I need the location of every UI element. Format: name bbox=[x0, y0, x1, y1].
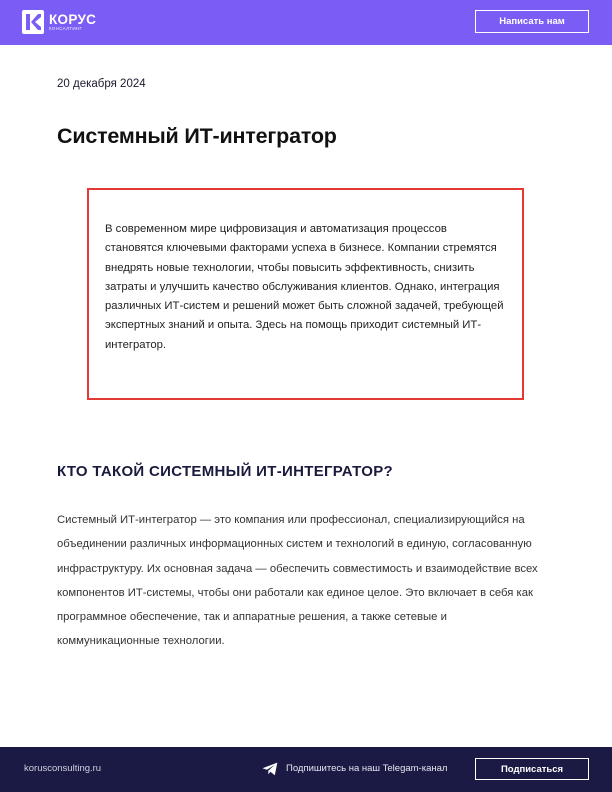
logo-text bbox=[49, 13, 96, 32]
site-header bbox=[0, 0, 612, 45]
korus-logo-icon bbox=[22, 10, 44, 34]
publish-date: 20 декабря 2024 bbox=[57, 78, 146, 90]
logo-title: КОРУС bbox=[49, 11, 97, 27]
site-footer bbox=[0, 747, 612, 792]
telegram-link[interactable]: Подпишитесь на наш Telegam-канал bbox=[286, 763, 448, 774]
telegram-icon[interactable] bbox=[262, 762, 278, 776]
intro-paragraph: В современном мире цифровизация и автоматизация процессов становятся ключевыми факторами успеха в бизнесе. Компании стремятся внедрять новые технологии, чтобы повысить эффективность, снизить затраты и улучшить качество обслуживания клиентов. Однако, интеграция различных ИТ-систем и решений может быть сложной задачей, требующей экспертных знаний и опыта. Здесь на помощь приходит системный ИТ-интегратор. bbox=[105, 223, 504, 351]
site-link[interactable]: korusconsulting.ru bbox=[24, 763, 102, 774]
page-title: Системный ИТ-интегратор bbox=[57, 124, 337, 148]
subscribe-button[interactable]: Подписаться bbox=[475, 758, 589, 780]
section-paragraph: Системный ИТ-интегратор — это компания или профессионал, специализирующийся на объединении различных информационных систем и технологий в единую, согласованную инфраструктуру. Их основная задача — обеспечить совместимость и взаимодействие всех компонентов ИТ-системы, чтобы они работали как единое целое. Это включает в себя как программное обеспечение, так и аппаратные решения, а также сетевые и коммуникационные технологии. bbox=[57, 514, 538, 648]
section-heading: КТО ТАКОЙ СИСТЕМНЫЙ ИТ-ИНТЕГРАТОР? bbox=[57, 463, 393, 480]
logo-subtitle: КОНСАЛТИНГ bbox=[49, 25, 83, 31]
logo[interactable] bbox=[22, 10, 96, 34]
write-us-button[interactable]: Написать нам bbox=[475, 10, 589, 33]
